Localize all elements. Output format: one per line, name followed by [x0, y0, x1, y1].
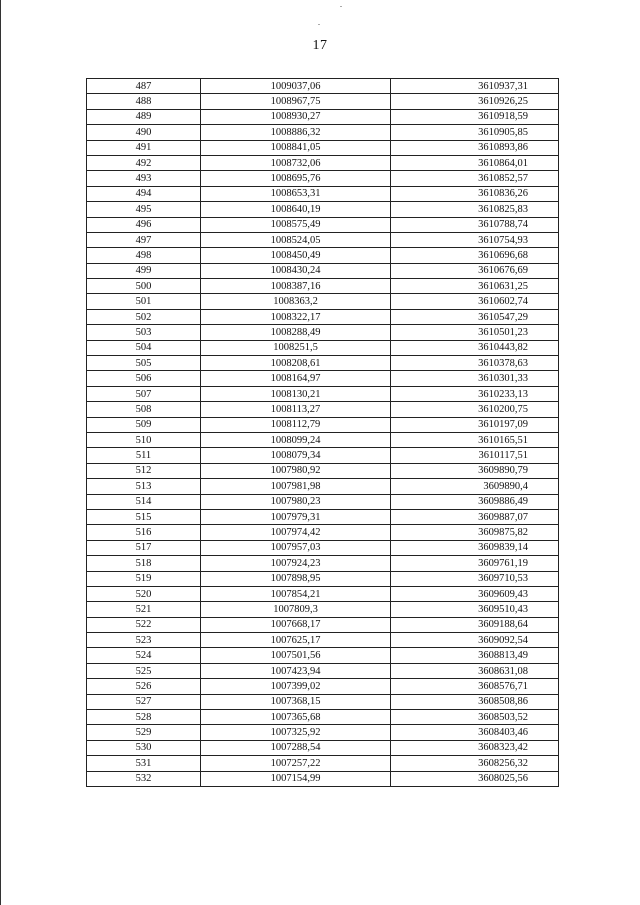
x-coordinate-cell: 1007979,31 — [201, 509, 391, 524]
y-coordinate-cell: 3609886,49 — [391, 494, 559, 509]
x-coordinate-cell: 1007854,21 — [201, 586, 391, 601]
x-coordinate-cell: 1008653,31 — [201, 186, 391, 201]
x-coordinate-cell: 1008322,17 — [201, 309, 391, 324]
y-coordinate-cell: 3609887,07 — [391, 509, 559, 524]
point-number-cell: 510 — [87, 432, 201, 447]
x-coordinate-cell: 1008640,19 — [201, 202, 391, 217]
y-coordinate-cell: 3609890,4 — [391, 479, 559, 494]
y-coordinate-cell: 3609510,43 — [391, 602, 559, 617]
y-coordinate-cell: 3610926,25 — [391, 94, 559, 109]
x-coordinate-cell: 1008430,24 — [201, 263, 391, 278]
point-number-cell: 518 — [87, 556, 201, 571]
table-row — [87, 509, 559, 524]
y-coordinate-cell: 3610754,93 — [391, 232, 559, 247]
point-number-cell: 500 — [87, 279, 201, 294]
table-row — [87, 740, 559, 755]
table-row — [87, 448, 559, 463]
y-coordinate-cell: 3610788,74 — [391, 217, 559, 232]
x-coordinate-cell: 1007501,56 — [201, 648, 391, 663]
table-row — [87, 202, 559, 217]
x-coordinate-cell: 1008164,97 — [201, 371, 391, 386]
y-coordinate-cell: 3610825,83 — [391, 202, 559, 217]
x-coordinate-cell: 1007957,03 — [201, 540, 391, 555]
y-coordinate-cell: 3608025,56 — [391, 771, 559, 786]
y-coordinate-cell: 3608403,46 — [391, 725, 559, 740]
point-number-cell: 513 — [87, 479, 201, 494]
point-number-cell: 515 — [87, 509, 201, 524]
point-number-cell: 489 — [87, 109, 201, 124]
y-coordinate-cell: 3608631,08 — [391, 663, 559, 678]
x-coordinate-cell: 1008112,79 — [201, 417, 391, 432]
x-coordinate-cell: 1008099,24 — [201, 432, 391, 447]
y-coordinate-cell: 3609875,82 — [391, 525, 559, 540]
y-coordinate-cell: 3610918,59 — [391, 109, 559, 124]
page-edge-line — [0, 0, 1, 905]
table-row — [87, 463, 559, 478]
point-number-cell: 503 — [87, 325, 201, 340]
y-coordinate-cell: 3609609,43 — [391, 586, 559, 601]
point-number-cell: 516 — [87, 525, 201, 540]
point-number-cell: 504 — [87, 340, 201, 355]
point-number-cell: 519 — [87, 571, 201, 586]
table-row — [87, 402, 559, 417]
point-number-cell: 490 — [87, 125, 201, 140]
point-number-cell: 487 — [87, 79, 201, 94]
x-coordinate-cell: 1008387,16 — [201, 279, 391, 294]
y-coordinate-cell: 3610905,85 — [391, 125, 559, 140]
point-number-cell: 512 — [87, 463, 201, 478]
y-coordinate-cell: 3608256,32 — [391, 756, 559, 771]
point-number-cell: 525 — [87, 663, 201, 678]
x-coordinate-cell: 1007924,23 — [201, 556, 391, 571]
point-number-cell: 529 — [87, 725, 201, 740]
x-coordinate-cell: 1008251,5 — [201, 340, 391, 355]
page-number: 17 — [312, 38, 328, 53]
table-row — [87, 171, 559, 186]
table-row — [87, 432, 559, 447]
point-number-cell: 514 — [87, 494, 201, 509]
x-coordinate-cell: 1009037,06 — [201, 79, 391, 94]
table-row — [87, 663, 559, 678]
y-coordinate-cell: 3609761,19 — [391, 556, 559, 571]
x-coordinate-cell: 1007809,3 — [201, 602, 391, 617]
table-row — [87, 94, 559, 109]
y-coordinate-cell: 3610836,26 — [391, 186, 559, 201]
table-row — [87, 771, 559, 786]
x-coordinate-cell: 1007981,98 — [201, 479, 391, 494]
point-number-cell: 522 — [87, 617, 201, 632]
y-coordinate-cell: 3610893,86 — [391, 140, 559, 155]
x-coordinate-cell: 1008450,49 — [201, 248, 391, 263]
y-coordinate-cell: 3610117,51 — [391, 448, 559, 463]
table-row — [87, 371, 559, 386]
x-coordinate-cell: 1007625,17 — [201, 633, 391, 648]
point-number-cell: 509 — [87, 417, 201, 432]
point-number-cell: 528 — [87, 710, 201, 725]
y-coordinate-cell: 3610200,75 — [391, 402, 559, 417]
point-number-cell: 530 — [87, 740, 201, 755]
point-number-cell: 521 — [87, 602, 201, 617]
x-coordinate-cell: 1008113,27 — [201, 402, 391, 417]
x-coordinate-cell: 1007154,99 — [201, 771, 391, 786]
x-coordinate-cell: 1007668,17 — [201, 617, 391, 632]
point-number-cell: 498 — [87, 248, 201, 263]
table-row — [87, 155, 559, 170]
x-coordinate-cell: 1008208,61 — [201, 356, 391, 371]
table-row — [87, 294, 559, 309]
point-number-cell: 532 — [87, 771, 201, 786]
y-coordinate-cell: 3610443,82 — [391, 340, 559, 355]
x-coordinate-cell: 1007980,92 — [201, 463, 391, 478]
y-coordinate-cell: 3608508,86 — [391, 694, 559, 709]
table-row — [87, 248, 559, 263]
table-row — [87, 309, 559, 324]
point-number-cell: 520 — [87, 586, 201, 601]
x-coordinate-cell: 1007288,54 — [201, 740, 391, 755]
y-coordinate-cell: 3610864,01 — [391, 155, 559, 170]
y-coordinate-cell: 3608503,52 — [391, 710, 559, 725]
x-coordinate-cell: 1008079,34 — [201, 448, 391, 463]
table-row — [87, 540, 559, 555]
point-number-cell: 507 — [87, 386, 201, 401]
point-number-cell: 497 — [87, 232, 201, 247]
table-row — [87, 648, 559, 663]
x-coordinate-cell: 1007898,95 — [201, 571, 391, 586]
x-coordinate-cell: 1008732,06 — [201, 155, 391, 170]
x-coordinate-cell: 1007399,02 — [201, 679, 391, 694]
y-coordinate-cell: 3610233,13 — [391, 386, 559, 401]
y-coordinate-cell: 3610602,74 — [391, 294, 559, 309]
scan-speck — [340, 6, 342, 7]
table-row — [87, 694, 559, 709]
x-coordinate-cell: 1008363,2 — [201, 294, 391, 309]
table-row — [87, 340, 559, 355]
table-row — [87, 725, 559, 740]
table-row — [87, 125, 559, 140]
x-coordinate-cell: 1008967,75 — [201, 94, 391, 109]
x-coordinate-cell: 1008930,27 — [201, 109, 391, 124]
table-row — [87, 217, 559, 232]
x-coordinate-cell: 1008524,05 — [201, 232, 391, 247]
point-number-cell: 506 — [87, 371, 201, 386]
x-coordinate-cell: 1008288,49 — [201, 325, 391, 340]
y-coordinate-cell: 3609188,64 — [391, 617, 559, 632]
y-coordinate-cell: 3608813,49 — [391, 648, 559, 663]
table-row — [87, 109, 559, 124]
y-coordinate-cell: 3610197,09 — [391, 417, 559, 432]
table-row — [87, 325, 559, 340]
point-number-cell: 523 — [87, 633, 201, 648]
x-coordinate-cell: 1007257,22 — [201, 756, 391, 771]
table-row — [87, 525, 559, 540]
coordinates-table-body — [87, 79, 559, 787]
x-coordinate-cell: 1008886,32 — [201, 125, 391, 140]
table-row — [87, 279, 559, 294]
table-row — [87, 356, 559, 371]
x-coordinate-cell: 1008695,76 — [201, 171, 391, 186]
table-row — [87, 494, 559, 509]
y-coordinate-cell: 3609710,53 — [391, 571, 559, 586]
point-number-cell: 492 — [87, 155, 201, 170]
y-coordinate-cell: 3609839,14 — [391, 540, 559, 555]
x-coordinate-cell: 1007365,68 — [201, 710, 391, 725]
x-coordinate-cell: 1008130,21 — [201, 386, 391, 401]
table-row — [87, 756, 559, 771]
table-row — [87, 602, 559, 617]
table-row — [87, 617, 559, 632]
table-row — [87, 556, 559, 571]
y-coordinate-cell: 3610501,23 — [391, 325, 559, 340]
table-row — [87, 679, 559, 694]
point-number-cell: 488 — [87, 94, 201, 109]
point-number-cell: 493 — [87, 171, 201, 186]
point-number-cell: 526 — [87, 679, 201, 694]
y-coordinate-cell: 3609890,79 — [391, 463, 559, 478]
x-coordinate-cell: 1008841,05 — [201, 140, 391, 155]
point-number-cell: 501 — [87, 294, 201, 309]
scan-speck — [318, 24, 320, 25]
table-row — [87, 79, 559, 94]
y-coordinate-cell: 3610378,63 — [391, 356, 559, 371]
table-row — [87, 571, 559, 586]
table-row — [87, 140, 559, 155]
point-number-cell: 527 — [87, 694, 201, 709]
y-coordinate-cell: 3608323,42 — [391, 740, 559, 755]
point-number-cell: 508 — [87, 402, 201, 417]
point-number-cell: 494 — [87, 186, 201, 201]
y-coordinate-cell: 3610676,69 — [391, 263, 559, 278]
point-number-cell: 517 — [87, 540, 201, 555]
table-row — [87, 186, 559, 201]
y-coordinate-cell: 3608576,71 — [391, 679, 559, 694]
point-number-cell: 495 — [87, 202, 201, 217]
y-coordinate-cell: 3610301,33 — [391, 371, 559, 386]
point-number-cell: 491 — [87, 140, 201, 155]
point-number-cell: 511 — [87, 448, 201, 463]
y-coordinate-cell: 3610547,29 — [391, 309, 559, 324]
table-row — [87, 263, 559, 278]
point-number-cell: 524 — [87, 648, 201, 663]
point-number-cell: 499 — [87, 263, 201, 278]
y-coordinate-cell: 3610631,25 — [391, 279, 559, 294]
table-row — [87, 710, 559, 725]
y-coordinate-cell: 3610165,51 — [391, 432, 559, 447]
y-coordinate-cell: 3610852,57 — [391, 171, 559, 186]
point-number-cell: 531 — [87, 756, 201, 771]
coordinates-table — [86, 78, 559, 787]
x-coordinate-cell: 1007980,23 — [201, 494, 391, 509]
table-row — [87, 232, 559, 247]
x-coordinate-cell: 1007974,42 — [201, 525, 391, 540]
table-row — [87, 479, 559, 494]
x-coordinate-cell: 1008575,49 — [201, 217, 391, 232]
table-row — [87, 633, 559, 648]
x-coordinate-cell: 1007368,15 — [201, 694, 391, 709]
point-number-cell: 505 — [87, 356, 201, 371]
y-coordinate-cell: 3609092,54 — [391, 633, 559, 648]
table-row — [87, 586, 559, 601]
table-row — [87, 386, 559, 401]
point-number-cell: 496 — [87, 217, 201, 232]
y-coordinate-cell: 3610696,68 — [391, 248, 559, 263]
x-coordinate-cell: 1007423,94 — [201, 663, 391, 678]
y-coordinate-cell: 3610937,31 — [391, 79, 559, 94]
table-row — [87, 417, 559, 432]
point-number-cell: 502 — [87, 309, 201, 324]
x-coordinate-cell: 1007325,92 — [201, 725, 391, 740]
